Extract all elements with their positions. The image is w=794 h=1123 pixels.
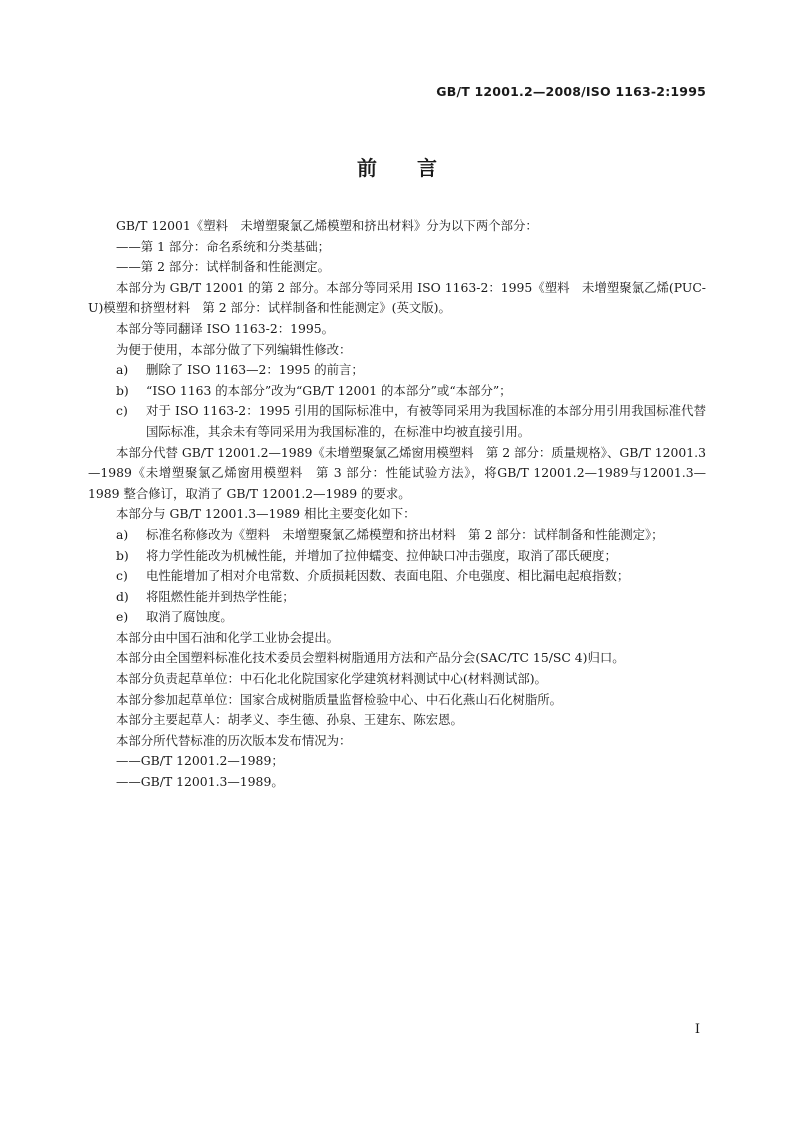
list-label: a) bbox=[116, 526, 129, 542]
list-text: 电性能增加了相对介电常数、介质损耗因数、表面电阻、介电强度、相比漏电起痕指数； bbox=[146, 568, 630, 584]
list-label: c) bbox=[116, 568, 128, 584]
page-number: I bbox=[694, 1022, 700, 1037]
list-text: 取消了腐蚀度。 bbox=[146, 609, 233, 625]
history-list-item: ——GB/T 12001.2—1989； bbox=[116, 753, 284, 769]
paragraph: 本部分由中国石油和化学工业协会提出。 bbox=[116, 629, 340, 645]
list-label: b) bbox=[116, 547, 129, 563]
standard-code: GB/T 12001.2—2008/ISO 1163-2:1995 bbox=[436, 84, 706, 99]
paragraph: 本部分主要起草人：胡孝义、李生德、孙泉、王建东、陈宏恩。 bbox=[116, 712, 463, 728]
list-label: c) bbox=[116, 403, 128, 419]
edit-list-item bbox=[88, 381, 706, 402]
list-label: a) bbox=[116, 362, 129, 378]
paragraph: GB/T 12001《塑料 未增塑聚氯乙烯模塑和挤出材料》分为以下两个部分： bbox=[116, 218, 538, 233]
change-list-item bbox=[88, 607, 706, 628]
page-title: 前言 bbox=[357, 156, 477, 180]
list-text: 对于 ISO 1163-2：1995 引用的国际标准中，有被等同采用为我国标准的本部分用引用我国标准代替国际标准，其余未有等同采用为我国标准的，在标准中均被直接引用。 bbox=[146, 403, 706, 439]
foreword-body bbox=[88, 216, 706, 793]
change-list-item bbox=[88, 546, 706, 567]
paragraph: 本部分所代替标准的历次版本发布情况为： bbox=[116, 732, 352, 748]
part-list-item: ——第 2 部分：试样制备和性能测定。 bbox=[116, 259, 331, 275]
list-text: 删除了 ISO 1163—2：1995 的前言； bbox=[146, 362, 364, 378]
edit-list-item bbox=[88, 360, 706, 381]
list-label: e) bbox=[116, 609, 129, 625]
change-list-item bbox=[88, 525, 706, 546]
history-list-item: ——GB/T 12001.3—1989。 bbox=[116, 774, 284, 790]
paragraph: 本部分为 GB/T 12001 的第 2 部分。本部分等同采用 ISO 1163-2：1995《塑料 未增塑聚氯乙烯(PUC-U)模塑和挤塑材料 第 2 部分：试样制备和性能测定》(英文版)。 bbox=[88, 279, 706, 316]
paragraph: 本部分代替 GB/T 12001.2—1989《未增塑聚氯乙烯窗用模塑料 第 2 部分：质量规格》、GB/T 12001.3—1989《未增塑聚氯乙烯窗用模塑料 第 3 部分：性能试验方法》，将GB/T 12001.2—1989与12001.3—1989 整合修订，取消了 GB/T 12001.2—1989 的要求。 bbox=[88, 444, 706, 501]
list-text: “ISO 1163 的本部分”改为“GB/T 12001 的本部分”或“本部分”； bbox=[146, 382, 512, 398]
list-label: b) bbox=[116, 382, 129, 398]
paragraph: 本部分负责起草单位：中石化北化院国家化学建筑材料测试中心(材料测试部)。 bbox=[116, 671, 547, 687]
part-list-item: ——第 1 部分：命名系统和分类基础； bbox=[116, 238, 331, 254]
list-text: 将力学性能改为机械性能，并增加了拉伸蠕变、拉伸缺口冲击强度，取消了邵氏硬度； bbox=[146, 547, 617, 563]
list-text: 将阻燃性能并到热学性能； bbox=[146, 588, 295, 604]
paragraph: 为便于使用，本部分做了下列编辑性修改： bbox=[116, 341, 352, 357]
paragraph: 本部分由全国塑料标准化技术委员会塑料树脂通用方法和产品分会(SAC/TC 15/SC 4)归口。 bbox=[116, 650, 625, 666]
paragraph: 本部分参加起草单位：国家合成树脂质量监督检验中心、中石化燕山石化树脂所。 bbox=[116, 691, 563, 707]
change-list-item bbox=[88, 566, 706, 587]
paragraph: 本部分与 GB/T 12001.3—1989 相比主要变化如下： bbox=[116, 506, 416, 522]
paragraph: 本部分等同翻译 ISO 1163-2：1995。 bbox=[116, 320, 335, 336]
list-label: d) bbox=[116, 588, 129, 604]
edit-list-item bbox=[88, 401, 706, 442]
list-text: 标准名称修改为《塑料 未增塑聚氯乙烯模塑和挤出材料 第 2 部分：试样制备和性能测定》； bbox=[146, 526, 664, 542]
change-list-item bbox=[88, 587, 706, 608]
